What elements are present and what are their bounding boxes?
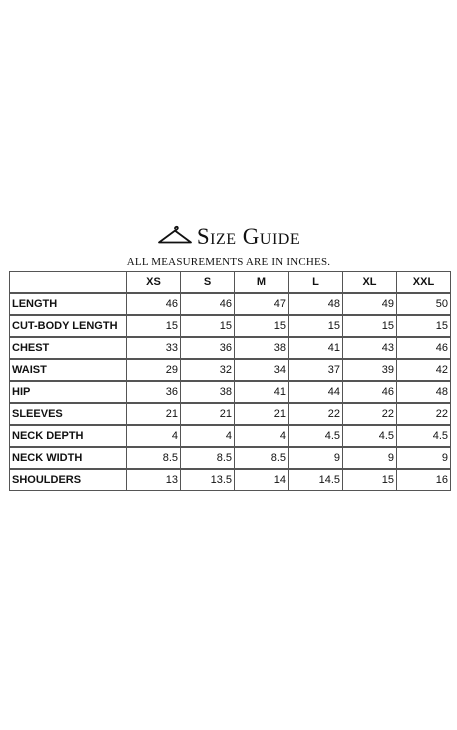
measurement-cell: 41 <box>235 382 289 403</box>
header-row <box>10 272 451 293</box>
header-cell-l: L <box>289 272 343 293</box>
table-row <box>10 448 451 469</box>
measurement-cell: 15 <box>343 316 397 337</box>
measurement-cell: 50 <box>397 294 451 315</box>
header-cell-xxl: XXL <box>397 272 451 293</box>
measurement-cell: 29 <box>127 360 181 381</box>
measurement-cell: 38 <box>235 338 289 359</box>
measurement-cell: 14.5 <box>289 470 343 491</box>
table-body <box>10 293 451 491</box>
measurement-cell: 4 <box>127 426 181 447</box>
measurement-cell: 13.5 <box>181 470 235 491</box>
measurement-cell: 4 <box>181 426 235 447</box>
row-label: SHOULDERS <box>10 470 127 491</box>
measurement-cell: 48 <box>397 382 451 403</box>
table-row <box>10 470 451 491</box>
measurement-cell: 4.5 <box>397 426 451 447</box>
measurement-cell: 22 <box>289 404 343 425</box>
measurement-cell: 4.5 <box>289 426 343 447</box>
measurement-cell: 38 <box>181 382 235 403</box>
table-row <box>10 426 451 447</box>
measurement-cell: 21 <box>235 404 289 425</box>
measurement-cell: 32 <box>181 360 235 381</box>
row-label: CUT-BODY LENGTH <box>10 316 127 337</box>
header-cell-s: S <box>181 272 235 293</box>
measurement-cell: 41 <box>289 338 343 359</box>
measurement-cell: 8.5 <box>235 448 289 469</box>
measurement-cell: 47 <box>235 294 289 315</box>
measurement-cell: 46 <box>127 294 181 315</box>
page-subtitle: ALL MEASUREMENTS ARE IN INCHES. <box>126 256 331 268</box>
table-row <box>10 404 451 425</box>
measurement-cell: 39 <box>343 360 397 381</box>
measurement-cell: 9 <box>343 448 397 469</box>
hanger-icon <box>157 225 193 247</box>
header-corner <box>10 272 127 293</box>
measurement-cell: 43 <box>343 338 397 359</box>
measurement-cell: 4.5 <box>343 426 397 447</box>
table-row <box>10 316 451 337</box>
measurement-cell: 4 <box>235 426 289 447</box>
table-row <box>10 294 451 315</box>
row-label: WAIST <box>10 360 127 381</box>
measurement-cell: 8.5 <box>127 448 181 469</box>
table-row <box>10 382 451 403</box>
header-cell-m: M <box>235 272 289 293</box>
measurement-cell: 13 <box>127 470 181 491</box>
measurement-cell: 44 <box>289 382 343 403</box>
measurement-cell: 42 <box>397 360 451 381</box>
measurement-cell: 37 <box>289 360 343 381</box>
measurement-cell: 14 <box>235 470 289 491</box>
measurement-cell: 8.5 <box>181 448 235 469</box>
measurement-cell: 46 <box>397 338 451 359</box>
row-label: CHEST <box>10 338 127 359</box>
row-label: NECK DEPTH <box>10 426 127 447</box>
measurement-cell: 36 <box>181 338 235 359</box>
row-label: NECK WIDTH <box>10 448 127 469</box>
measurement-cell: 15 <box>289 316 343 337</box>
header-cell-xs: XS <box>127 272 181 293</box>
measurement-cell: 22 <box>397 404 451 425</box>
measurement-cell: 21 <box>127 404 181 425</box>
measurement-cell: 36 <box>127 382 181 403</box>
header-cell-xl: XL <box>343 272 397 293</box>
measurement-cell: 15 <box>397 316 451 337</box>
measurement-cell: 9 <box>397 448 451 469</box>
measurement-cell: 15 <box>181 316 235 337</box>
page-title: Size Guide <box>196 224 301 249</box>
measurement-cell: 34 <box>235 360 289 381</box>
measurement-cell: 48 <box>289 294 343 315</box>
row-label: SLEEVES <box>10 404 127 425</box>
measurement-cell: 15 <box>343 470 397 491</box>
row-label: HIP <box>10 382 127 403</box>
table-row <box>10 338 451 359</box>
measurement-cell: 33 <box>127 338 181 359</box>
table-row <box>10 360 451 381</box>
measurement-cell: 9 <box>289 448 343 469</box>
size-table <box>9 271 451 491</box>
measurement-cell: 16 <box>397 470 451 491</box>
title-row <box>0 219 457 255</box>
measurement-cell: 15 <box>235 316 289 337</box>
measurement-cell: 49 <box>343 294 397 315</box>
measurement-cell: 46 <box>181 294 235 315</box>
row-label: LENGTH <box>10 294 127 315</box>
measurement-cell: 22 <box>343 404 397 425</box>
measurement-cell: 46 <box>343 382 397 403</box>
measurement-cell: 21 <box>181 404 235 425</box>
measurement-cell: 15 <box>127 316 181 337</box>
